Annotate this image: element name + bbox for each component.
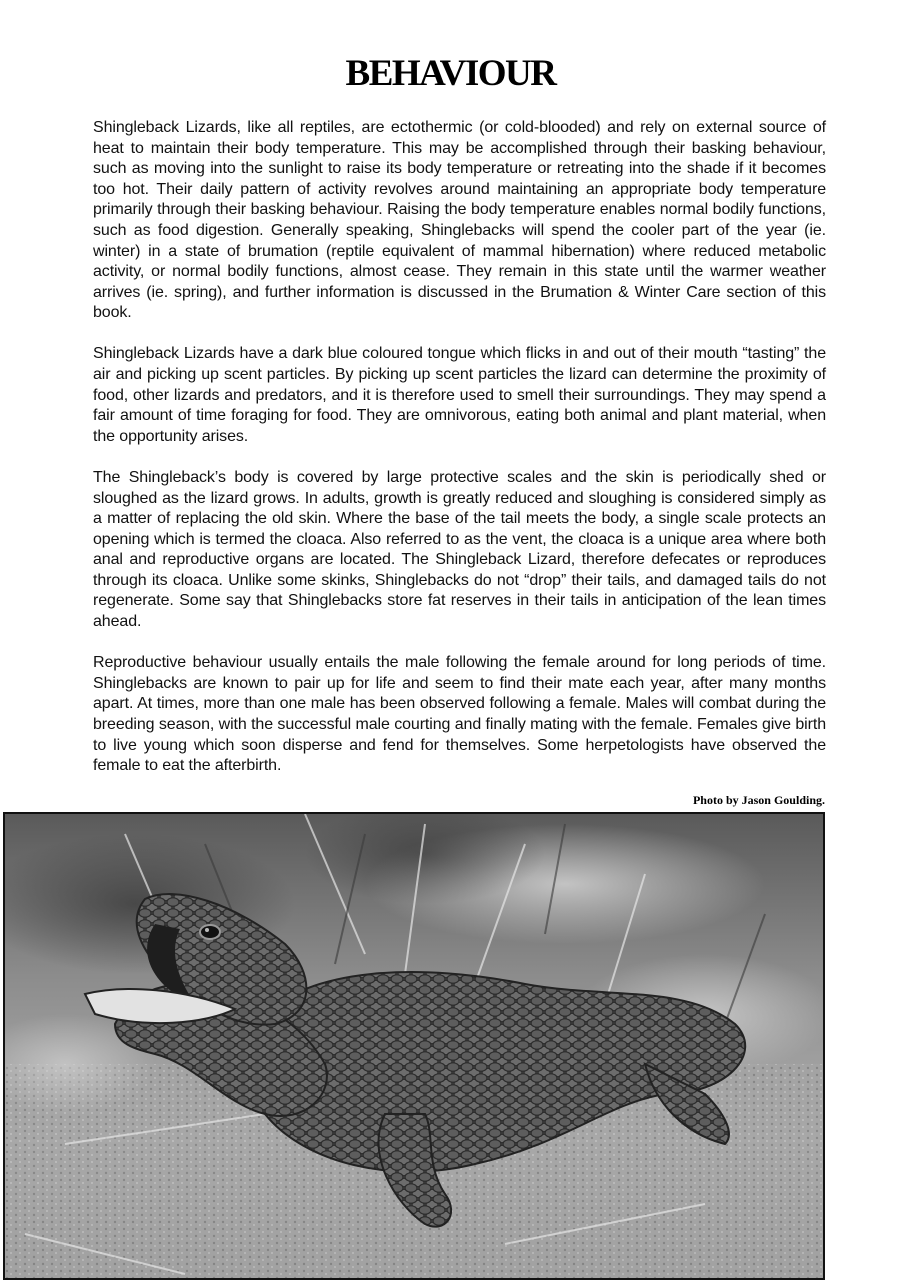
- shingleback-lizard-illustration: [5, 814, 823, 1278]
- page-title: BEHAVIOUR: [345, 53, 556, 94]
- lizard-photo: [3, 812, 825, 1280]
- paragraph-tongue: Shingleback Lizards have a dark blue coloured tongue which flicks in and out of their mouth “tasting” the air and picking up scent particles. By picking up scent particles the lizard can determine the proximity of food, other lizards and predators, and it is therefore used to smell their surroundings. They may spend a fair amount of time foraging for food. They are omnivorous, eating both animal and plant material, when the opportunity arises.: [93, 345, 826, 445]
- photo-credit: Photo by Jason Goulding.: [692, 793, 825, 807]
- paragraph-thermoregulation: Shingleback Lizards, like all reptiles, are ectothermic (or cold-blooded) and rely on external source of heat to maintain their body temperature. This may be accomplished through their basking behaviour, such as moving into the sunlight to raise its body temperature or retreating into the shade if it becomes too hot. Their daily pattern of activity revolves around maintaining an appropriate body temperature primarily through their basking behaviour. Raising the body temperature enables normal bodily functions, such as food digestion. Generally speaking, Shinglebacks will spend the cooler part of the year (ie. winter) in a state of brumation (reptile equivalent of mammal hibernation) where reduced metabolic activity, or normal bodily functions, almost cease. They remain in this state until the warmer weather arrives (ie. spring), and further information is discussed in the Brumation & Winter Care section of this book.: [93, 119, 826, 322]
- paragraph-scales: The Shingleback’s body is covered by large protective scales and the skin is periodically shed or sloughed as the lizard grows. In adults, growth is greatly reduced and sloughing is considered simply as a matter of replacing the old skin. Where the base of the tail meets the body, a single scale protects an opening which is termed the cloaca. Also referred to as the vent, the cloaca is a unique area where both anal and reproductive organs are located. The Shingleback Lizard, therefore defecates or reproduces through its cloaca. Unlike some skinks, Shinglebacks do not “drop” their tails, and damaged tails do not regenerate. Some say that Shinglebacks store fat reserves in their tails in anticipation of the lean times ahead.: [93, 468, 826, 631]
- body-text: [93, 118, 826, 797]
- paragraph-reproduction: Reproductive behaviour usually entails the male following the female around for long periods of time. Shinglebacks are known to pair up for life and seem to find their mate each year, after many months apart. At times, more than one male has been observed following a female. Males will combat during the breeding season, with the successful male courting and finally mating with the female. Females give birth to live young which soon disperse and fend for themselves. Some herpetologists have observed the female to eat the afterbirth.: [93, 654, 826, 775]
